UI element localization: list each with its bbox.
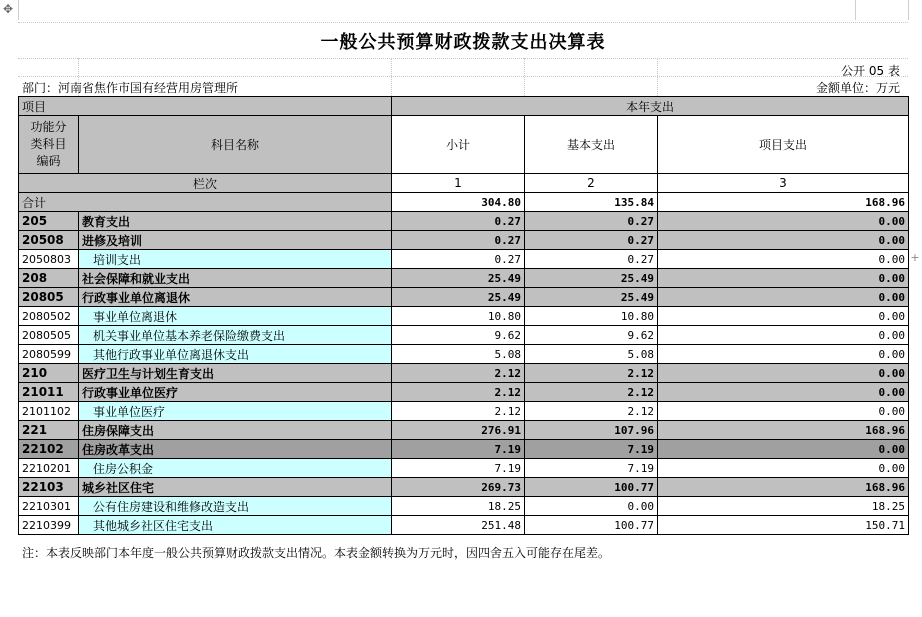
- row-project: 0.00: [658, 288, 909, 307]
- row-code: 22102: [19, 440, 79, 459]
- row-name: 社会保障和就业支出: [79, 269, 392, 288]
- row-basic: 7.19: [525, 440, 658, 459]
- row-name: 进修及培训: [79, 231, 392, 250]
- row-subtotal: 10.80: [392, 307, 525, 326]
- table-row: [19, 402, 909, 421]
- header-basic: 基本支出: [525, 116, 658, 174]
- row-subtotal: 0.27: [392, 231, 525, 250]
- table-row: [19, 478, 909, 497]
- row-name: 公有住房建设和维修改造支出: [79, 497, 392, 516]
- row-name: 城乡社区住宅: [79, 478, 392, 497]
- row-subtotal: 18.25: [392, 497, 525, 516]
- row-project: 0.00: [658, 326, 909, 345]
- move-handle-icon[interactable]: ✥: [2, 2, 14, 16]
- row-basic: 10.80: [525, 307, 658, 326]
- row-project: 0.00: [658, 440, 909, 459]
- guide-line: [908, 0, 909, 20]
- header-project: 项目: [19, 97, 392, 116]
- row-code: 221: [19, 421, 79, 440]
- row-code: 2080505: [19, 326, 79, 345]
- row-code: 2210201: [19, 459, 79, 478]
- table-row: [19, 269, 909, 288]
- table-row: [19, 497, 909, 516]
- row-code: 2210301: [19, 497, 79, 516]
- row-project: 150.71: [658, 516, 909, 535]
- table-row: [19, 383, 909, 402]
- header-subtotal: 小计: [392, 116, 525, 174]
- row-code: 210: [19, 364, 79, 383]
- row-subtotal: 269.73: [392, 478, 525, 497]
- department-row: [18, 77, 908, 95]
- row-basic: 2.12: [525, 364, 658, 383]
- row-basic: 0.00: [525, 497, 658, 516]
- row-project: 168.96: [658, 478, 909, 497]
- page-title: 一般公共预算财政拨款支出决算表: [320, 32, 606, 53]
- row-name: 行政事业单位离退休: [79, 288, 392, 307]
- row-project: 0.00: [658, 231, 909, 250]
- total-project: 168.96: [658, 193, 909, 212]
- row-subtotal: 251.48: [392, 516, 525, 535]
- row-subtotal: 0.27: [392, 212, 525, 231]
- row-subtotal: 7.19: [392, 440, 525, 459]
- row-project: 0.00: [658, 212, 909, 231]
- row-subtotal: 2.12: [392, 364, 525, 383]
- row-basic: 107.96: [525, 421, 658, 440]
- header-col-label: 栏次: [19, 174, 392, 193]
- header-project-exp: 项目支出: [658, 116, 909, 174]
- row-code: 20805: [19, 288, 79, 307]
- table-row: [19, 250, 909, 269]
- total-row: [19, 193, 909, 212]
- row-project: 0.00: [658, 459, 909, 478]
- row-name: 事业单位医疗: [79, 402, 392, 421]
- row-code: 2210399: [19, 516, 79, 535]
- row-project: 0.00: [658, 364, 909, 383]
- row-name: 其他行政事业单位离退休支出: [79, 345, 392, 364]
- row-code: 2080502: [19, 307, 79, 326]
- row-project: 18.25: [658, 497, 909, 516]
- row-basic: 2.12: [525, 402, 658, 421]
- row-code: 20508: [19, 231, 79, 250]
- grid-line: [18, 22, 908, 23]
- row-subtotal: 276.91: [392, 421, 525, 440]
- row-project: 0.00: [658, 383, 909, 402]
- row-project: 0.00: [658, 345, 909, 364]
- unit-label: 金额单位：万元: [815, 81, 900, 95]
- row-name: 医疗卫生与计划生育支出: [79, 364, 392, 383]
- table-row: [19, 345, 909, 364]
- row-subtotal: 0.27: [392, 250, 525, 269]
- header-col-2: 2: [525, 174, 658, 193]
- table-row: [19, 288, 909, 307]
- row-project: 168.96: [658, 421, 909, 440]
- header-col-1: 1: [392, 174, 525, 193]
- table-row: [19, 212, 909, 231]
- row-basic: 9.62: [525, 326, 658, 345]
- row-subtotal: 9.62: [392, 326, 525, 345]
- row-subtotal: 2.12: [392, 402, 525, 421]
- row-name: 住房保障支出: [79, 421, 392, 440]
- header-func-code: 功能分类科目编码: [19, 116, 79, 174]
- row-project: 0.00: [658, 402, 909, 421]
- table-row: [19, 307, 909, 326]
- total-subtotal: 304.80: [392, 193, 525, 212]
- row-basic: 0.27: [525, 231, 658, 250]
- row-basic: 25.49: [525, 288, 658, 307]
- row-basic: 7.19: [525, 459, 658, 478]
- row-name: 机关事业单位基本养老保险缴费支出: [79, 326, 392, 345]
- row-basic: 2.12: [525, 383, 658, 402]
- table-row: [19, 326, 909, 345]
- plus-icon[interactable]: +: [910, 251, 920, 264]
- row-subtotal: 2.12: [392, 383, 525, 402]
- row-basic: 25.49: [525, 269, 658, 288]
- row-subtotal: 5.08: [392, 345, 525, 364]
- row-name: 住房公积金: [79, 459, 392, 478]
- row-name: 行政事业单位医疗: [79, 383, 392, 402]
- row-basic: 0.27: [525, 250, 658, 269]
- row-project: 0.00: [658, 250, 909, 269]
- row-code: 208: [19, 269, 79, 288]
- table-row: [19, 440, 909, 459]
- guide-line: [18, 0, 19, 20]
- row-name: 住房改革支出: [79, 440, 392, 459]
- header-col-3: 3: [658, 174, 909, 193]
- row-basic: 100.77: [525, 478, 658, 497]
- form-number-row: [18, 60, 908, 78]
- table-row: [19, 364, 909, 383]
- header-current-year: 本年支出: [392, 97, 909, 116]
- total-label: 合计: [19, 193, 392, 212]
- row-subtotal: 7.19: [392, 459, 525, 478]
- table-row: [19, 459, 909, 478]
- row-name: 教育支出: [79, 212, 392, 231]
- row-basic: 100.77: [525, 516, 658, 535]
- row-project: 0.00: [658, 269, 909, 288]
- row-code: 205: [19, 212, 79, 231]
- department-label: 部门：河南省焦作市国有经营用房管理所: [22, 81, 239, 95]
- row-code: 2080599: [19, 345, 79, 364]
- row-code: 2101102: [19, 402, 79, 421]
- row-code: 2050803: [19, 250, 79, 269]
- footnote: 注：本表反映部门本年度一般公共预算财政拨款支出情况。本表金额转换为万元时，因四舍五入可能存在尾差。: [22, 546, 611, 560]
- table-row: [19, 516, 909, 535]
- row-subtotal: 25.49: [392, 288, 525, 307]
- header-subject-name: 科目名称: [79, 116, 392, 174]
- row-basic: 0.27: [525, 212, 658, 231]
- expenditure-table: [18, 96, 909, 535]
- total-basic: 135.84: [525, 193, 658, 212]
- row-name: 其他城乡社区住宅支出: [79, 516, 392, 535]
- table-row: [19, 231, 909, 250]
- table-row: [19, 421, 909, 440]
- row-name: 培训支出: [79, 250, 392, 269]
- form-number: 公开 05 表: [841, 64, 900, 78]
- guide-line: [855, 0, 856, 20]
- row-basic: 5.08: [525, 345, 658, 364]
- row-name: 事业单位离退休: [79, 307, 392, 326]
- row-code: 22103: [19, 478, 79, 497]
- row-project: 0.00: [658, 307, 909, 326]
- grid-line: [18, 58, 908, 59]
- row-code: 21011: [19, 383, 79, 402]
- row-subtotal: 25.49: [392, 269, 525, 288]
